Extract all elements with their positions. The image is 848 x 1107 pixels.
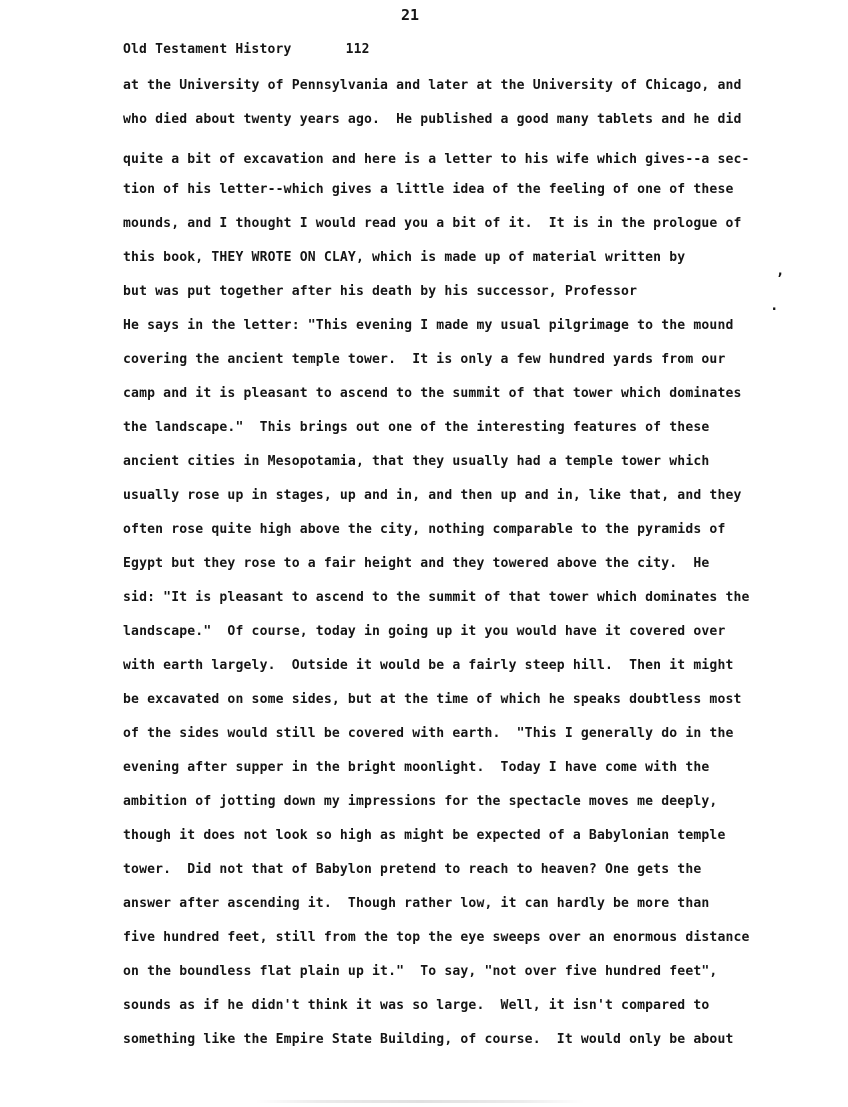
text-line: tion of his letter--which gives a little idea of the feeling of one of these xyxy=(123,182,734,197)
section-number: 112 xyxy=(345,42,370,57)
text-line: but was put together after his death by his successor, Professor xyxy=(123,284,638,299)
margin-mark: , xyxy=(776,263,785,279)
text-line: answer after ascending it. Though rather low, it can hardly be more than xyxy=(123,896,710,911)
text-line: with earth largely. Outside it would be a fairly steep hill. Then it might xyxy=(123,658,734,673)
text-line: Egypt but they rose to a fair height and they towered above the city. He xyxy=(123,556,710,571)
text-line: be excavated on some sides, but at the time of which he speaks doubtless most xyxy=(123,692,742,707)
text-line: the landscape." This brings out one of the interesting features of these xyxy=(123,420,710,435)
text-line: at the University of Pennsylvania and later at the University of Chicago, and xyxy=(123,78,742,93)
text-line: though it does not look so high as might be expected of a Babylonian temple xyxy=(123,828,726,843)
text-line: who died about twenty years ago. He published a good many tablets and he did xyxy=(123,112,742,127)
text-line: on the boundless flat plain up it." To say, "not over five hundred feet", xyxy=(123,964,718,979)
text-line: covering the ancient temple tower. It is only a few hundred yards from our xyxy=(123,352,726,367)
text-line: landscape." Of course, today in going up it you would have it covered over xyxy=(123,624,726,639)
body-text xyxy=(123,71,783,1059)
text-line: camp and it is pleasant to ascend to the summit of that tower which dominates xyxy=(123,386,742,401)
margin-mark: . xyxy=(770,298,779,314)
text-line: five hundred feet, still from the top the eye sweeps over an enormous distance xyxy=(123,930,750,945)
scan-artifact xyxy=(255,1100,585,1103)
text-line: this book, THEY WROTE ON CLAY, which is made up of material written by xyxy=(123,250,686,265)
running-head-title: Old Testament History xyxy=(123,42,292,57)
text-line: evening after supper in the bright moonlight. Today I have come with the xyxy=(123,760,710,775)
text-line: often rose quite high above the city, nothing comparable to the pyramids of xyxy=(123,522,726,537)
text-line: He says in the letter: "This evening I made my usual pilgrimage to the mound xyxy=(123,318,734,333)
text-line: sid: "It is pleasant to ascend to the summit of that tower which dominates the xyxy=(123,590,750,605)
running-head xyxy=(123,42,370,57)
text-line: ambition of jotting down my impressions for the spectacle moves me deeply, xyxy=(123,794,718,809)
text-line: something like the Empire State Building, of course. It would only be about xyxy=(123,1032,734,1047)
text-line: ancient cities in Mesopotamia, that they usually had a temple tower which xyxy=(123,454,710,469)
text-line: mounds, and I thought I would read you a bit of it. It is in the prologue of xyxy=(123,216,742,231)
text-line: quite a bit of excavation and here is a letter to his wife which gives--a sec- xyxy=(123,152,750,167)
text-line: sounds as if he didn't think it was so large. Well, it isn't compared to xyxy=(123,998,710,1013)
text-line: tower. Did not that of Babylon pretend to reach to heaven? One gets the xyxy=(123,862,702,877)
text-line: of the sides would still be covered with earth. "This I generally do in the xyxy=(123,726,734,741)
page-number: 21 xyxy=(400,6,420,24)
text-line: usually rose up in stages, up and in, and then up and in, like that, and they xyxy=(123,488,742,503)
